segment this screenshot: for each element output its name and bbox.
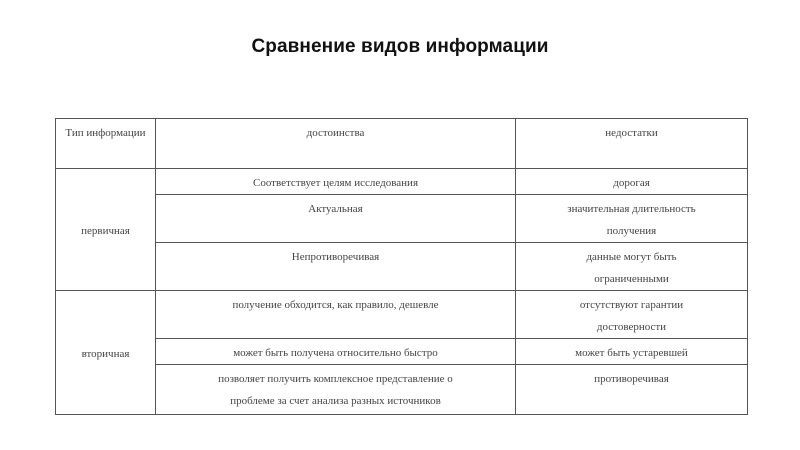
disadvantage-cell: противоречивая — [516, 365, 748, 415]
header-disadvantages: недостатки — [516, 119, 748, 169]
table-row — [56, 195, 748, 243]
advantage-cell: может быть получена относительно быстро — [156, 339, 516, 365]
table-row — [56, 365, 748, 415]
table-header-row — [56, 119, 748, 169]
type-label: вторичная — [81, 348, 130, 360]
table-row — [56, 243, 748, 291]
table-row — [56, 169, 748, 195]
type-label: первичная — [81, 225, 130, 237]
advantage-cell: позволяет получить комплексное представление о проблеме за счет анализа разных источников — [156, 365, 516, 415]
disadvantage-cell: дорогая — [516, 169, 748, 195]
disadvantage-cell: значительная длительность получения — [516, 195, 748, 243]
advantage-cell: Соответствует целям исследования — [156, 169, 516, 195]
advantage-cell: Непротиворечивая — [156, 243, 516, 291]
type-cell-secondary — [56, 291, 156, 415]
advantage-cell: Актуальная — [156, 195, 516, 243]
slide-title: Сравнение видов информации — [251, 36, 549, 57]
disadvantage-cell: отсутствуют гарантии достоверности — [516, 291, 748, 339]
comparison-table — [55, 118, 748, 415]
advantage-cell: получение обходится, как правило, дешевле — [156, 291, 516, 339]
type-cell-primary — [56, 169, 156, 291]
header-type: Тип информации — [56, 119, 156, 169]
disadvantage-cell: данные могут быть ограниченными — [516, 243, 748, 291]
table-row — [56, 339, 748, 365]
header-advantages: достоинства — [156, 119, 516, 169]
table-row — [56, 291, 748, 339]
disadvantage-cell: может быть устаревшей — [516, 339, 748, 365]
